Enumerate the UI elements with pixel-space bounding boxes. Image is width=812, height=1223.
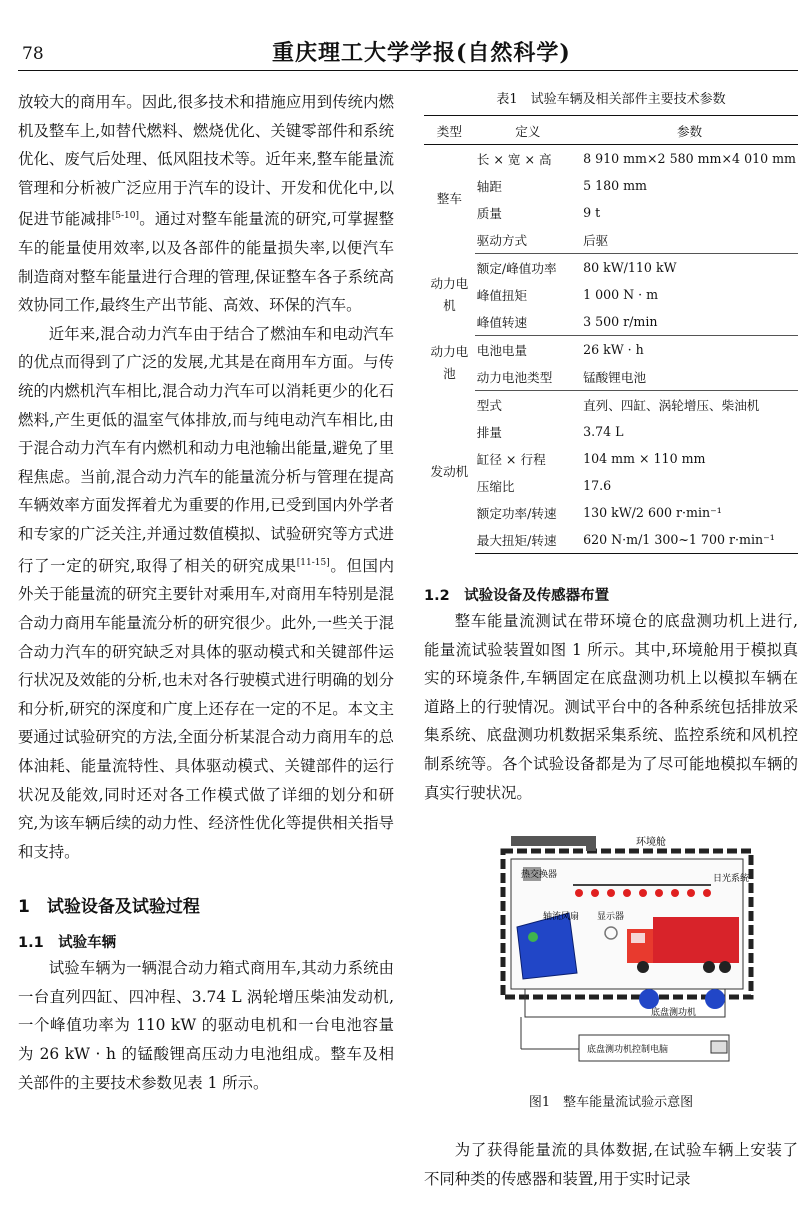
lamp-icon <box>687 889 695 897</box>
group-motor: 动力电机 <box>430 275 469 313</box>
table-row: 整车 长 × 宽 × 高 8 910 mm×2 580 mm×4 010 mm <box>424 145 798 173</box>
table-row: 峰值转速 3 500 r/min <box>424 308 798 336</box>
paragraph-1: 放较大的商用车。因此,很多技术和措施应用到传统内燃机及整车上,如替代燃料、燃烧优化、关键零部件和系统优化、废气后处理、低风阻技术等。近年来,整车能量流管理和分析被广泛应用于汽车的设计、开发和优化中,以促进节能减排[5-10]。通过对整车能量流的研究,可掌握整车的能量使用效率,以及各部件的能量损失率,以便汽车制造商对整车能量进行合理的管理,保证整车各子系统高效协同工作,最终生产出节能、高效、环保的汽车。 <box>18 93 394 315</box>
paragraph-4: 整车能量流测试在带环境仓的底盘测功机上进行,能量流试验装置如图 1 所示。其中,环境舱用于模拟真实的环境条件,车辆固定在底盘测功机上以模拟车辆在道路上的行驶情况。测试平台中的各种系统包括排放采集系统、底盘测功机数据采集系统、监控系统和风机控制系统等。各个试验设备都是为了尽可能地模拟车辆的真实行驶状况。 <box>424 612 798 802</box>
table-row: 最大扭矩/转速 620 N·m/1 300~1 700 r·min⁻¹ <box>424 526 798 554</box>
citation-11-15: [11-15] <box>296 557 330 568</box>
table-row: 质量 9 t <box>476 205 601 221</box>
table-header-definition: 定义 <box>475 116 581 145</box>
table-row: 额定功率/转速 130 kW/2 600 r·min⁻¹ <box>476 505 722 521</box>
lamp-icon <box>623 889 631 897</box>
lamp-icon <box>607 889 615 897</box>
wheel-icon <box>703 961 715 973</box>
truck-box-icon <box>653 917 739 963</box>
table-row: 轴距 5 180 mm <box>476 178 648 194</box>
table-row: 动力电池类型 锰酸锂电池 <box>424 363 798 391</box>
table-header-parameter: 参数 <box>581 116 798 145</box>
group-battery: 动力电池 <box>430 344 469 381</box>
label-dyno: 底盘测功机 <box>651 1008 697 1019</box>
lamp-icon <box>575 889 583 897</box>
right-column <box>424 88 798 1193</box>
wheel-icon <box>719 961 731 973</box>
lamp-icon <box>703 889 711 897</box>
table-row: 排量 3.74 L <box>476 424 624 440</box>
table-row: 压缩比 17.6 <box>476 478 612 494</box>
lamp-icon <box>591 889 599 897</box>
journal-title: 重庆理工大学学报(自然科学) <box>272 40 571 66</box>
table-row: 发动机 型式 直列、四缸、涡轮增压、柴油机 <box>424 391 798 419</box>
label-heat-exchanger: 热交换器 <box>521 870 558 881</box>
label-fan: 轴流风扇 <box>543 912 580 923</box>
label-chamber: 环境舱 <box>636 837 666 849</box>
label-solar: 日光系统 <box>713 874 750 885</box>
header-rule <box>18 70 798 71</box>
fan-hub-icon <box>528 932 538 942</box>
table-1-caption: 表1 试验车辆及相关部件主要技术参数 <box>496 92 726 107</box>
section-1-1-heading: 1.1 试验车辆 <box>18 935 117 952</box>
table-row: 峰值扭矩 1 000 N · m <box>476 287 659 303</box>
label-dyno-control: 底盘测功机控制电脑 <box>587 1045 669 1056</box>
table-row: 动力电池 电池电量 26 kW · h <box>424 336 798 364</box>
group-engine: 发动机 <box>430 464 469 479</box>
citation-5-10: [5-10] <box>111 211 139 222</box>
figure-1-caption: 图1 整车能量流试验示意图 <box>528 1095 694 1111</box>
paragraph-5: 为了获得能量流的具体数据,在试验车辆上安装了不同种类的传感器和装置,用于实时记录 <box>424 1141 798 1188</box>
page-number: 78 <box>22 44 44 64</box>
label-display: 显示器 <box>597 912 625 923</box>
truck-window-icon <box>631 933 645 943</box>
lamp-icon <box>655 889 663 897</box>
section-1-heading: 1 试验设备及试验过程 <box>18 897 200 918</box>
dyno-roller-icon <box>705 989 725 1009</box>
paragraph-2: 近年来,混合动力汽车由于结合了燃油车和电动汽车的优点而得到了广泛的发展,尤其是在商用车方面。与传统的内燃机汽车相比,混合动力汽车可以消耗更少的化石燃料,产生更低的温室气体排放,而与纯电动汽车相比,由于混合动力汽车有内燃机和动力电池输出能量,避免了里程焦虑。当前,混合动力汽车的能量流分析与管理在提高车辆效率方面发挥着尤为重要的作用,已受到国内外学者和专家的广泛关注,并通过数值模拟、试验研究等方式进行了一定的研究,取得了相关的研究成果[11-15]。但国内外关于能量流的研究主要针对乘用车,对商用车特别是混合动力商用车能量流分析的研究很少。此外,一些关于混合动力汽车的研究缺乏对具体的驱动模式和关键部件运行状况及效能的分析,也未对各行驶模式进行明确的划分和分析,研究的深度和广度上还存在一定的不足。本文主要通过试验研究的方法,全面分析某混合动力商用车的总体油耗、能量流特性、具体驱动模式、关键部件的运行状况及能效,同时还对各工作模式做了详细的划分和研究,为该车辆后续的动力性、经济性优化等提供相关指导和支持。 <box>18 324 394 861</box>
lamp-icon <box>639 889 647 897</box>
computer-icon <box>711 1041 727 1053</box>
test-setup-diagram <box>461 829 761 1079</box>
paragraph-3: 试验车辆为一辆混合动力箱式商用车,其动力系统由一台直列四缸、四冲程、3.74 L 涡轮增压柴油发动机,一个峰值功率为 110 kW 的驱动电机和一台电池容量为 26 kW · h 的锰酸锂高压动力电池组成。整车及相关部件的主要技术参数见表 1 所示。 <box>18 959 394 1092</box>
figure-1 <box>461 829 761 1079</box>
dyno-roller-icon <box>639 989 659 1009</box>
page-header <box>0 0 812 72</box>
table-header-type: 类型 <box>424 116 475 145</box>
left-column <box>18 88 394 1097</box>
table-row: 驱动方式 后驱 <box>424 226 798 254</box>
group-vehicle: 整车 <box>436 191 462 207</box>
solar-lamps <box>575 889 711 897</box>
table-row: 动力电机 额定/峰值功率 80 kW/110 kW <box>424 254 798 282</box>
lamp-icon <box>671 889 679 897</box>
table-1 <box>424 115 798 554</box>
section-1-2-heading: 1.2 试验设备及传感器布置 <box>424 588 610 604</box>
wheel-icon <box>637 961 649 973</box>
table-row: 缸径 × 行程 104 mm × 110 mm <box>476 451 706 467</box>
